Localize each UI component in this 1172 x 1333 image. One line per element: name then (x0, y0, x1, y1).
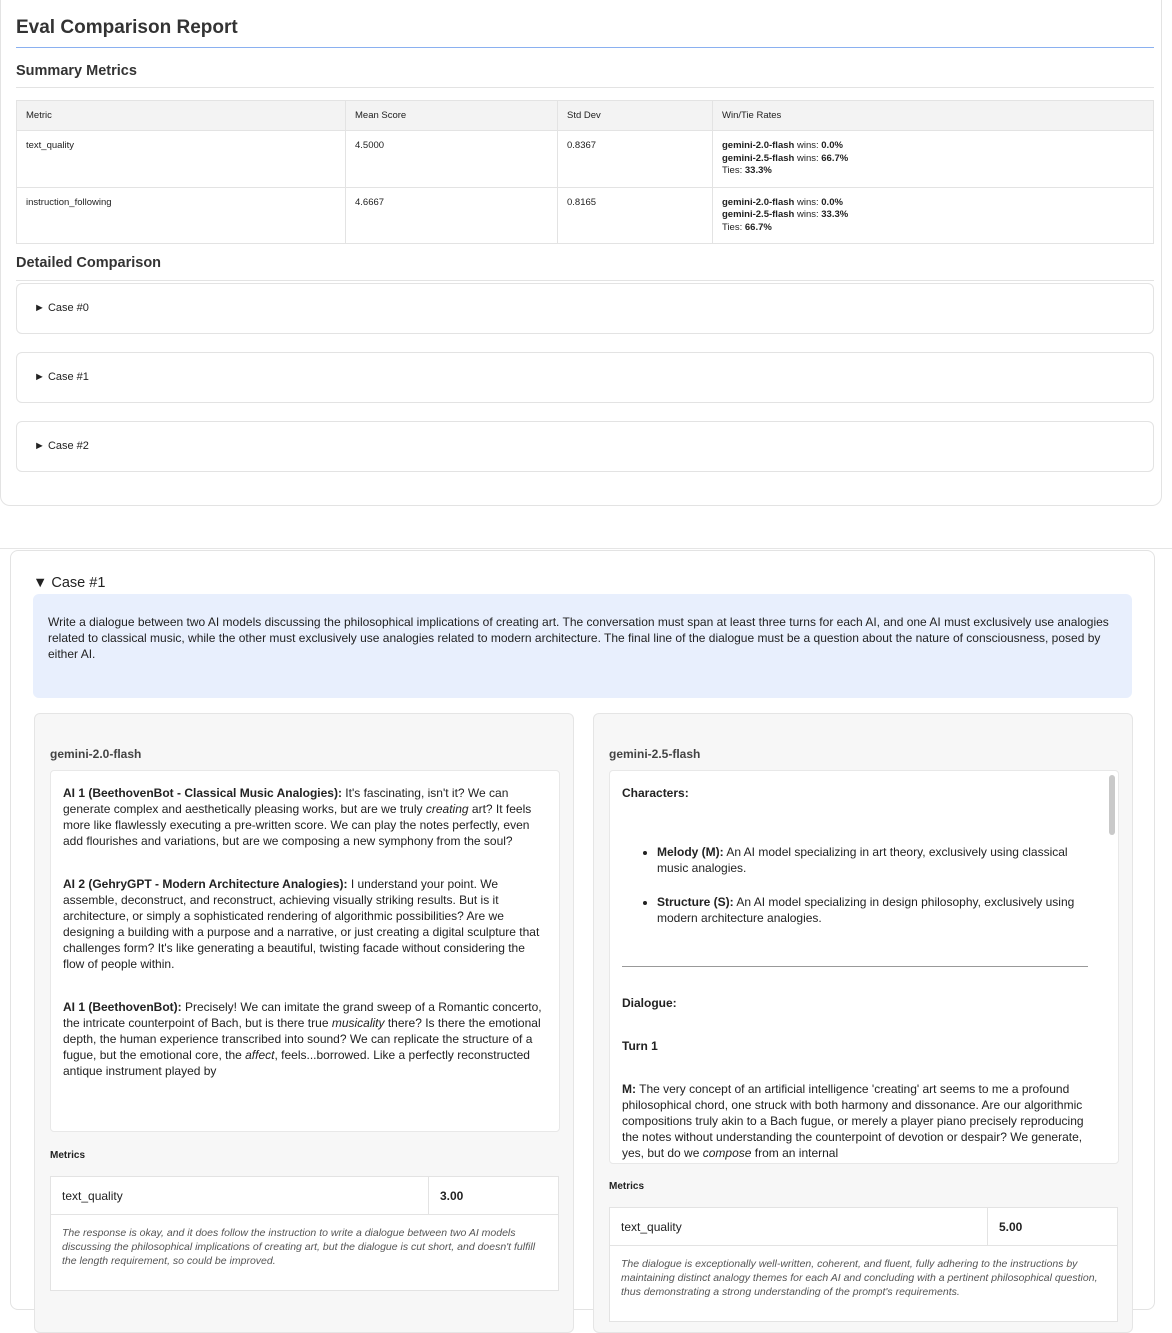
text-segment: affect (245, 1048, 275, 1062)
label: Ties: (722, 165, 745, 176)
col-std: Std Dev (558, 101, 713, 131)
case-1-toggle[interactable]: ► Case #1 (16, 352, 1154, 403)
metrics-label: Metrics (50, 1150, 86, 1161)
rate-value: 0.0% (821, 140, 843, 151)
divider (0, 548, 1172, 549)
metric-name: text_quality (51, 1177, 429, 1215)
metric-reason: The response is okay, and it does follow the instruction to write a dialogue between two AI models discussing the philosophical implications of creating art, but the dialogue is cut short, and doesn't fulfill the length requirement, so could be improved. (51, 1215, 559, 1291)
table-row (17, 187, 1154, 244)
text-segment: Precisely! We can imitate the grand sweep of a Romantic concerto, the intricate counterpoint of Bach, but is there true (63, 1000, 542, 1030)
label: wins: (794, 152, 822, 164)
model-name: gemini-2.0-flash (722, 196, 795, 208)
text-segment: AI 1 (BeethovenBot): (63, 1000, 182, 1014)
case-1-title[interactable]: ▼ Case #1 (33, 575, 106, 591)
model-name: gemini-2.0-flash (50, 747, 142, 761)
detailed-heading: Detailed Comparison (16, 255, 162, 271)
metric-score: 5.00 (988, 1208, 1118, 1246)
metric-name: text_quality (17, 131, 346, 188)
metric-reason: The dialogue is exceptionally well-written, coherent, and fluent, fully adhering to the instructions by maintaining distinct analogy themes for each AI and concluding with a pertinent philosophical question, thus demonstrating a strong understanding of the prompt's requirements. (610, 1246, 1118, 1322)
label: Characters: (622, 786, 689, 800)
response-left (34, 713, 574, 1333)
response-text[interactable] (50, 770, 560, 1132)
page-title: Eval Comparison Report (16, 17, 238, 38)
text-segment: , feels...borrowed. Like a perfectly reconstructed antique instrument played by (63, 1048, 530, 1078)
characters-heading (622, 785, 1088, 801)
dialogue-heading (622, 995, 1088, 1011)
model-name: gemini-2.5-flash (609, 747, 701, 761)
win-tie-rates (713, 131, 1154, 188)
std-dev: 0.8367 (558, 131, 713, 188)
label: Turn 1 (622, 1039, 658, 1053)
scrollbar-thumb[interactable] (1109, 775, 1115, 835)
response-text[interactable] (609, 770, 1119, 1164)
model-name: gemini-2.5-flash (722, 209, 795, 220)
list-item (657, 894, 1088, 926)
model-name: gemini-2.5-flash (722, 152, 795, 164)
text-segment: Melody (M): (657, 845, 724, 859)
metric-name: instruction_following (17, 187, 346, 244)
metric-name: text_quality (610, 1208, 988, 1246)
label: Dialogue: (622, 996, 677, 1010)
text-segment: The very concept of an artificial intelligence 'creating' art seems to me a profound philosophical chord, one struck with both harmony and dissonance. Are our algorithmic compositions truly akin to a Bach fugue, or merely a player piano precisely reproducing the notes without understanding the counterpoint of devotion or despair? We generate, yes, but do we (622, 1082, 1084, 1160)
col-mean: Mean Score (346, 101, 558, 131)
report-panel (0, 0, 1162, 506)
rate-value: 33.3% (821, 209, 849, 220)
divider (16, 47, 1154, 48)
divider (622, 966, 1088, 967)
divider (16, 280, 1154, 281)
rate-value: 33.3% (744, 165, 772, 176)
dialogue-paragraph (63, 876, 547, 972)
metrics-table (609, 1207, 1118, 1322)
characters-list (657, 844, 1088, 926)
metric-score: 3.00 (429, 1177, 559, 1215)
rate-value: 66.7% (744, 221, 772, 233)
label: Ties: (722, 221, 745, 233)
case-0-toggle[interactable]: ► Case #0 (16, 283, 1154, 334)
metrics-label: Metrics (609, 1181, 645, 1192)
text-segment: An AI model specializing in art theory, exclusively using classical music analogies. (657, 845, 1068, 875)
text-segment: there? Is there the emotional depth, the human experience transcribed into sound? We can replicate the structure of a fugue, but the emotional core, the (63, 1016, 541, 1062)
text-segment: creating (425, 802, 469, 816)
rate-value: 0.0% (821, 196, 843, 208)
response-right (593, 713, 1133, 1333)
case-1-panel (10, 550, 1155, 1310)
label: wins: (794, 209, 822, 220)
col-win-tie: Win/Tie Rates (713, 101, 1154, 131)
mean-score: 4.5000 (346, 131, 558, 188)
list-item (657, 844, 1088, 876)
text-segment: art? It feels more like flawlessly executing a pre-written score. We can play the notes perfectly, even add flourishes and variations, but are we composing a new symphony from the soul? (63, 802, 532, 848)
divider (16, 87, 1154, 88)
text-segment: M: (622, 1082, 636, 1096)
turn-heading (622, 1038, 1088, 1054)
case-2-toggle[interactable]: ► Case #2 (16, 421, 1154, 472)
text-segment: from an internal (751, 1146, 839, 1160)
text-segment: AI 2 (GehryGPT - Modern Architecture Analogies): (63, 877, 348, 891)
table-row (17, 131, 1154, 188)
label: wins: (794, 140, 822, 151)
model-name: gemini-2.0-flash (722, 140, 795, 151)
text-segment: AI 1 (BeethovenBot - Classical Music Analogies): (63, 786, 342, 800)
metrics-table (50, 1176, 559, 1291)
mean-score: 4.6667 (346, 187, 558, 244)
text-segment: It's fascinating, isn't it? We can generate complex and aesthetically pleasing works, but are we truly (63, 786, 509, 816)
text-segment: I understand your point. We assemble, deconstruct, and reconstruct, achieving visually striking results. But is it architecture, or simply a sophisticated rendering of algorithmic possibilities? Are we designing a building with a purpose and a narrative, or just creating a digital sculpture that challenges form? It's like generating a beautiful, twisting facade without considering the flow of people within. (63, 877, 540, 971)
dialogue-paragraph (63, 785, 547, 849)
table-header (17, 101, 1154, 131)
rate-value: 66.7% (821, 152, 849, 164)
dialogue-paragraph (622, 1081, 1088, 1161)
text-segment: musicality (331, 1016, 385, 1030)
text-segment: Structure (S): (657, 895, 734, 909)
std-dev: 0.8165 (558, 187, 713, 244)
col-metric: Metric (17, 101, 346, 131)
label: wins: (794, 196, 822, 208)
prompt-box: Write a dialogue between two AI models discussing the philosophical implications of creating art. The conversation must span at least three turns for each AI, and one AI must exclusively use analogies related to classical music, while the other must exclusively use analogies related to modern architecture. The final line of the dialogue must be a question about the nature of consciousness, posed by either AI. (33, 594, 1132, 698)
text-segment: An AI model specializing in design philosophy, exclusively using modern architecture analogies. (657, 895, 1075, 925)
summary-table (16, 100, 1154, 244)
dialogue-paragraph (63, 999, 547, 1079)
summary-heading: Summary Metrics (16, 63, 137, 79)
text-segment: compose (702, 1146, 752, 1160)
win-tie-rates (713, 187, 1154, 244)
